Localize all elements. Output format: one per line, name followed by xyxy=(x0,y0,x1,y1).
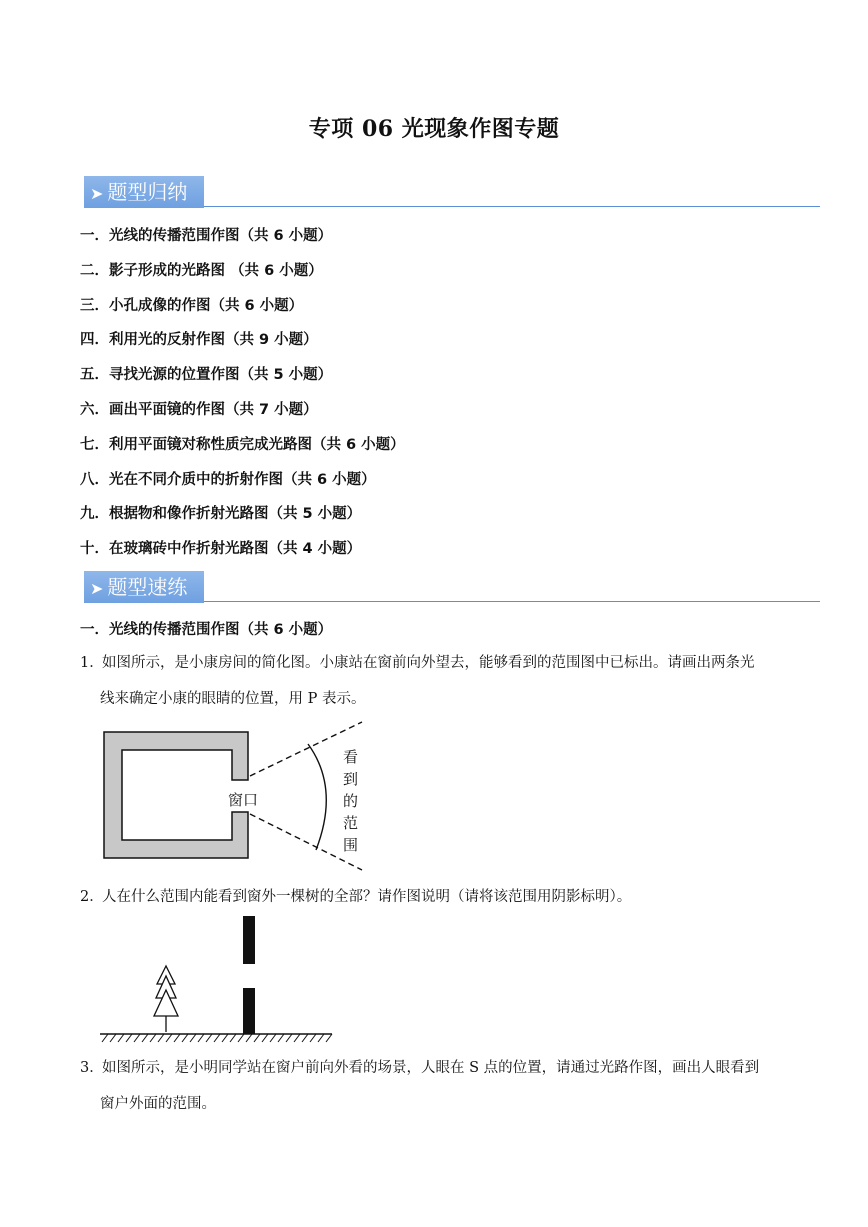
toc-item: 五．寻找光源的位置作图（共 5 小题） xyxy=(80,367,333,383)
figure-room-window xyxy=(100,718,370,873)
section-rule xyxy=(204,601,820,602)
arrow-icon: ➤ xyxy=(90,579,104,598)
question-number: 1． xyxy=(80,655,104,671)
toc-item: 六．画出平面镜的作图（共 7 小题） xyxy=(80,402,318,418)
question-text: 如图所示，是小康房间的简化图。小康站在窗前向外望去，能够看到的范围图中已标出。请画出两条光 xyxy=(102,655,755,671)
question-1 xyxy=(80,645,800,717)
room-wall xyxy=(104,732,248,858)
toc-item: 九．根据物和像作折射光路图（共 5 小题） xyxy=(80,506,362,522)
arrow-icon: ➤ xyxy=(90,184,104,203)
ground-hatch xyxy=(102,1034,332,1042)
question-text: 人在什么范围内能看到窗外一棵树的全部？请作图说明（请将该范围用阴影标明）。 xyxy=(102,889,632,905)
toc-item: 八．光在不同介质中的折射作图（共 6 小题） xyxy=(80,472,376,488)
tree-icon xyxy=(154,966,178,1032)
question-number: 3． xyxy=(80,1060,104,1076)
wall-upper xyxy=(243,916,255,964)
figure-tree-window xyxy=(98,912,338,1047)
toc-item: 一．光线的传播范围作图（共 6 小题） xyxy=(80,228,333,244)
section-rule xyxy=(204,206,820,207)
section-header-practice xyxy=(84,571,820,605)
range-arc xyxy=(308,744,326,850)
question-text: 如图所示，是小明同学站在窗户前向外看的场景，人眼在 S 点的位置，请通过光路作图，画出人眼看到 xyxy=(102,1060,760,1076)
question-2 xyxy=(80,879,800,915)
question-number: 2． xyxy=(80,889,104,905)
range-label-char: 围 xyxy=(343,836,359,854)
question-text: 窗户外面的范围。 xyxy=(100,1096,216,1112)
toc-item: 七．利用平面镜对称性质完成光路图（共 6 小题） xyxy=(80,437,405,453)
question-3 xyxy=(80,1050,800,1122)
page-title: 专项 06 光现象作图专题 xyxy=(308,116,560,142)
section-header-summary xyxy=(84,176,820,210)
toc-item: 二．影子形成的光路图 （共 6 小题） xyxy=(80,263,323,279)
wall-lower xyxy=(243,988,255,1034)
range-label-char: 的 xyxy=(343,792,359,810)
toc-item: 三．小孔成像的作图（共 6 小题） xyxy=(80,298,304,314)
range-label-char: 到 xyxy=(343,770,359,788)
window-label: 窗口 xyxy=(228,791,259,809)
range-label-char: 范 xyxy=(343,814,359,832)
section-label: 题型速练 xyxy=(107,575,188,599)
section-label: 题型归纳 xyxy=(107,180,188,204)
subsection-title: 一．光线的传播范围作图（共 6 小题） xyxy=(80,622,333,638)
question-text: 线来确定小康的眼睛的位置，用 P 表示。 xyxy=(100,691,366,707)
range-label-char: 看 xyxy=(343,748,359,766)
toc-item: 四．利用光的反射作图（共 9 小题） xyxy=(80,332,318,348)
toc-item: 十．在玻璃砖中作折射光路图（共 4 小题） xyxy=(80,541,362,557)
